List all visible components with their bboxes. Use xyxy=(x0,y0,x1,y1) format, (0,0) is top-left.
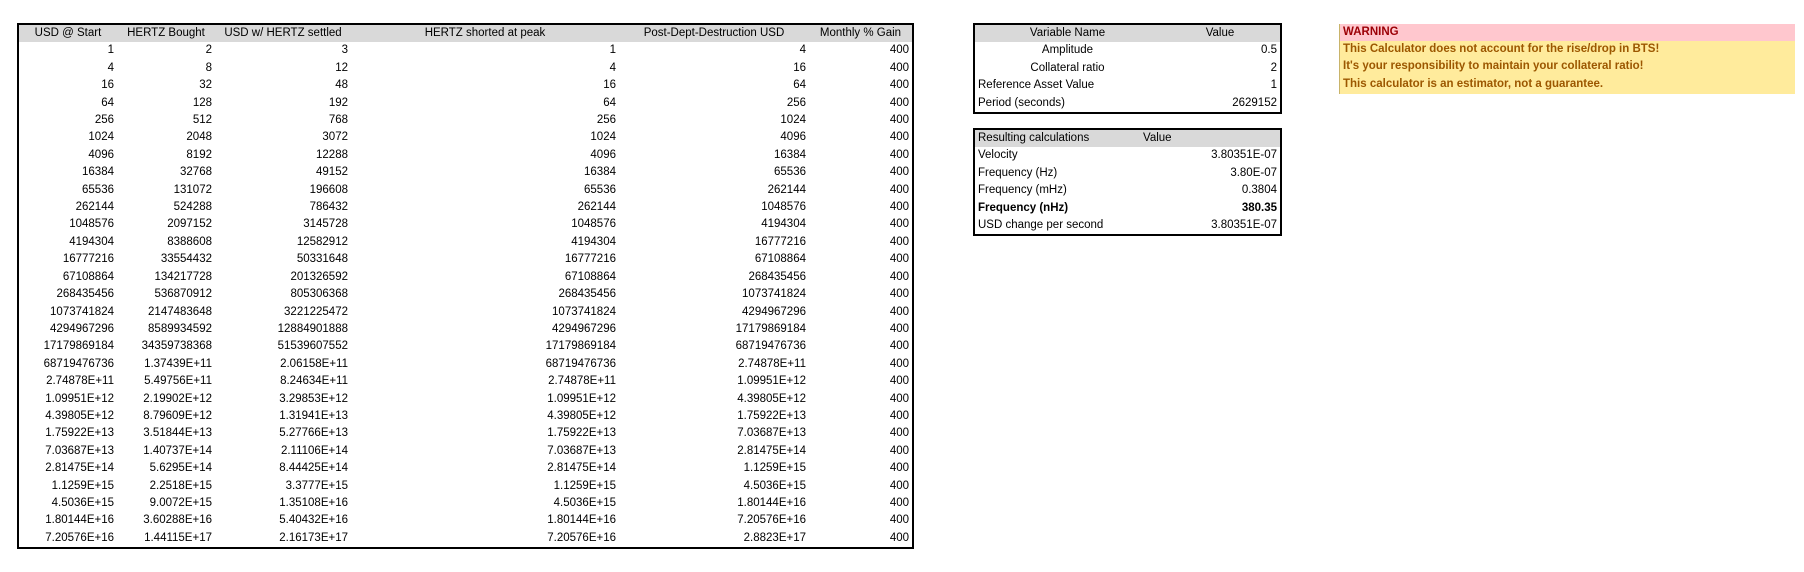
cell-monthly-gain[interactable]: 400 xyxy=(889,322,909,335)
variable-row xyxy=(975,77,1280,94)
cell-hertz-bought[interactable]: 2.19902E+12 xyxy=(143,392,212,405)
cell-post-debt-destruction-usd[interactable]: 4 xyxy=(799,44,806,57)
table-row xyxy=(19,42,912,59)
result-row xyxy=(975,182,1280,199)
cell-usd-at-start[interactable]: 1.1259E+15 xyxy=(51,479,114,492)
table-row xyxy=(19,129,912,146)
cell-usd-with-hertz-settled[interactable]: 3.29853E+12 xyxy=(279,392,348,405)
result-name-cell[interactable]: USD change per second xyxy=(978,219,1104,232)
cell-hertz-shorted-at-peak[interactable]: 1 xyxy=(609,44,616,57)
cell-monthly-gain[interactable]: 400 xyxy=(889,514,909,527)
cell-usd-at-start[interactable]: 2.81475E+14 xyxy=(45,462,114,475)
cell-post-debt-destruction-usd[interactable]: 7.03687E+13 xyxy=(737,427,806,440)
cell-usd-at-start[interactable]: 65536 xyxy=(82,183,114,196)
table-row xyxy=(19,408,912,425)
cell-hertz-bought[interactable]: 33554432 xyxy=(160,253,212,266)
cell-monthly-gain[interactable]: 400 xyxy=(889,235,909,248)
growth-table-header-row xyxy=(19,25,912,42)
table-row xyxy=(19,460,912,477)
cell-hertz-bought[interactable]: 8388608 xyxy=(167,235,212,248)
cell-usd-with-hertz-settled[interactable]: 2.11106E+14 xyxy=(280,444,348,457)
warning-line-collateral[interactable]: It's your responsibility to maintain your collateral ratio! xyxy=(1343,60,1644,73)
cell-usd-at-start[interactable]: 16777216 xyxy=(62,253,114,266)
cell-monthly-gain[interactable]: 400 xyxy=(889,340,909,353)
cell-usd-with-hertz-settled[interactable]: 5.40432E+16 xyxy=(279,514,348,527)
cell-post-debt-destruction-usd[interactable]: 16777216 xyxy=(754,235,806,248)
cell-hertz-shorted-at-peak[interactable]: 7.20576E+16 xyxy=(547,531,616,544)
cell-usd-with-hertz-settled[interactable]: 3072 xyxy=(322,131,348,144)
cell-usd-with-hertz-settled[interactable]: 12582912 xyxy=(296,235,348,248)
header-hertz-bought[interactable]: HERTZ Bought xyxy=(117,25,215,42)
result-value-cell[interactable]: 3.80E-07 xyxy=(1230,166,1277,179)
cell-usd-with-hertz-settled[interactable]: 12288 xyxy=(316,148,348,161)
cell-usd-at-start[interactable]: 17179869184 xyxy=(43,340,114,353)
cell-post-debt-destruction-usd[interactable]: 1024 xyxy=(780,114,806,127)
table-row xyxy=(19,147,912,164)
variable-row xyxy=(975,42,1280,59)
table-row xyxy=(19,95,912,112)
cell-post-debt-destruction-usd[interactable]: 65536 xyxy=(774,166,806,179)
cell-usd-with-hertz-settled[interactable]: 12 xyxy=(335,61,348,74)
cell-hertz-shorted-at-peak[interactable]: 64 xyxy=(603,96,616,109)
cell-post-debt-destruction-usd[interactable]: 17179869184 xyxy=(735,322,806,335)
cell-hertz-bought[interactable]: 34359738368 xyxy=(141,340,212,353)
result-value-cell[interactable]: 3.80351E-07 xyxy=(1211,219,1277,232)
cell-hertz-shorted-at-peak[interactable]: 1048576 xyxy=(571,218,616,231)
cell-usd-with-hertz-settled[interactable]: 2.16173E+17 xyxy=(279,531,348,544)
cell-usd-at-start[interactable]: 4.5036E+15 xyxy=(51,496,114,509)
cell-hertz-bought[interactable]: 131072 xyxy=(173,183,212,196)
cell-usd-at-start[interactable]: 268435456 xyxy=(56,288,114,301)
header-hertz-shorted-at-peak[interactable]: HERTZ shorted at peak xyxy=(351,25,619,42)
cell-monthly-gain[interactable]: 400 xyxy=(889,218,909,231)
cell-post-debt-destruction-usd[interactable]: 4194304 xyxy=(761,218,806,231)
cell-hertz-shorted-at-peak[interactable]: 1.09951E+12 xyxy=(547,392,616,405)
cell-post-debt-destruction-usd[interactable]: 16 xyxy=(793,61,806,74)
cell-monthly-gain[interactable]: 400 xyxy=(889,96,909,109)
cell-monthly-gain[interactable]: 400 xyxy=(889,392,909,405)
result-row xyxy=(975,217,1280,234)
table-row xyxy=(19,182,912,199)
cell-post-debt-destruction-usd[interactable]: 268435456 xyxy=(748,270,806,283)
cell-usd-at-start[interactable]: 1.80144E+16 xyxy=(45,514,114,527)
cell-post-debt-destruction-usd[interactable]: 2.8823E+17 xyxy=(743,531,806,544)
cell-hertz-shorted-at-peak[interactable]: 1.75922E+13 xyxy=(547,427,616,440)
header-usd-at-start[interactable]: USD @ Start xyxy=(19,25,117,42)
cell-usd-with-hertz-settled[interactable]: 51539607552 xyxy=(277,340,348,353)
cell-monthly-gain[interactable]: 400 xyxy=(889,270,909,283)
cell-hertz-shorted-at-peak[interactable]: 16777216 xyxy=(564,253,616,266)
cell-usd-at-start[interactable]: 4.39805E+12 xyxy=(45,409,114,422)
variable-name-cell[interactable]: Reference Asset Value xyxy=(978,79,1095,92)
variable-row xyxy=(975,95,1280,112)
table-row xyxy=(19,530,912,547)
cell-usd-with-hertz-settled[interactable]: 3145728 xyxy=(303,218,348,231)
cell-hertz-shorted-at-peak[interactable]: 2.81475E+14 xyxy=(547,462,616,475)
cell-usd-at-start[interactable]: 64 xyxy=(101,96,114,109)
cell-usd-with-hertz-settled[interactable]: 786432 xyxy=(309,201,348,214)
cell-hertz-bought[interactable]: 1.37439E+11 xyxy=(144,357,212,370)
cell-hertz-shorted-at-peak[interactable]: 1073741824 xyxy=(552,305,616,318)
growth-table xyxy=(17,23,914,549)
cell-usd-with-hertz-settled[interactable]: 192 xyxy=(328,96,348,109)
cell-post-debt-destruction-usd[interactable]: 16384 xyxy=(774,148,806,161)
cell-usd-at-start[interactable]: 67108864 xyxy=(62,270,114,283)
cell-hertz-shorted-at-peak[interactable]: 4294967296 xyxy=(552,322,616,335)
table-row xyxy=(19,425,912,442)
cell-monthly-gain[interactable]: 400 xyxy=(889,201,909,214)
table-row xyxy=(19,199,912,216)
cell-hertz-shorted-at-peak[interactable]: 65536 xyxy=(584,183,616,196)
cell-usd-at-start[interactable]: 4194304 xyxy=(69,235,114,248)
cell-usd-at-start[interactable]: 256 xyxy=(94,114,114,127)
cell-post-debt-destruction-usd[interactable]: 2.81475E+14 xyxy=(737,444,806,457)
cell-usd-with-hertz-settled[interactable]: 3221225472 xyxy=(284,305,348,318)
result-value-cell[interactable]: 380.35 xyxy=(1241,201,1277,214)
cell-hertz-shorted-at-peak[interactable]: 1024 xyxy=(590,131,616,144)
cell-hertz-shorted-at-peak[interactable]: 16384 xyxy=(584,166,616,179)
cell-post-debt-destruction-usd[interactable]: 7.20576E+16 xyxy=(737,514,806,527)
table-row xyxy=(19,443,912,460)
cell-usd-with-hertz-settled[interactable]: 3.3777E+15 xyxy=(285,479,348,492)
cell-hertz-bought[interactable]: 32768 xyxy=(180,166,212,179)
cell-monthly-gain[interactable]: 400 xyxy=(889,288,909,301)
table-row xyxy=(19,286,912,303)
cell-hertz-shorted-at-peak[interactable]: 4.39805E+12 xyxy=(547,409,616,422)
result-name-cell[interactable]: Frequency (mHz) xyxy=(978,184,1067,197)
result-row xyxy=(975,147,1280,164)
variable-value-cell[interactable]: 1 xyxy=(1270,79,1277,92)
header-monthly-gain[interactable]: Monthly % Gain xyxy=(809,25,912,42)
warning-title[interactable]: WARNING xyxy=(1340,24,1795,41)
cell-usd-at-start[interactable]: 16 xyxy=(101,79,114,92)
table-row xyxy=(19,251,912,268)
cell-monthly-gain[interactable]: 400 xyxy=(889,444,909,457)
cell-hertz-bought[interactable]: 5.49756E+11 xyxy=(144,375,212,388)
cell-monthly-gain[interactable]: 400 xyxy=(889,79,909,92)
cell-monthly-gain[interactable]: 400 xyxy=(889,305,909,318)
cell-post-debt-destruction-usd[interactable]: 1073741824 xyxy=(742,288,806,301)
variable-value-cell[interactable]: 2629152 xyxy=(1232,96,1277,109)
cell-usd-with-hertz-settled[interactable]: 50331648 xyxy=(296,253,348,266)
cell-monthly-gain[interactable]: 400 xyxy=(889,409,909,422)
table-row xyxy=(19,164,912,181)
variables-header-name[interactable]: Variable Name xyxy=(975,25,1160,42)
cell-usd-with-hertz-settled[interactable]: 1.35108E+16 xyxy=(279,496,348,509)
cell-hertz-bought[interactable]: 9.0072E+15 xyxy=(149,496,212,509)
warning-box xyxy=(1339,24,1795,94)
cell-usd-with-hertz-settled[interactable]: 12884901888 xyxy=(277,322,348,335)
table-row xyxy=(19,391,912,408)
cell-usd-with-hertz-settled[interactable]: 1.31941E+13 xyxy=(279,409,348,422)
cell-hertz-shorted-at-peak[interactable]: 2.74878E+11 xyxy=(548,375,616,388)
warning-line-estimator[interactable]: This calculator is an estimator, not a guarantee. xyxy=(1343,77,1604,90)
cell-hertz-bought[interactable]: 1.40737E+14 xyxy=(143,444,212,457)
warning-line-bts[interactable]: This Calculator does not account for the rise/drop in BTS! xyxy=(1343,43,1660,55)
cell-hertz-bought[interactable]: 8 xyxy=(205,61,212,74)
cell-usd-at-start[interactable]: 1.09951E+12 xyxy=(45,392,114,405)
cell-monthly-gain[interactable]: 400 xyxy=(889,531,909,544)
cell-usd-at-start[interactable]: 1.75922E+13 xyxy=(45,427,114,440)
cell-hertz-bought[interactable]: 32 xyxy=(199,79,212,92)
cell-usd-at-start[interactable]: 1024 xyxy=(88,131,114,144)
cell-hertz-bought[interactable]: 8589934592 xyxy=(148,322,212,335)
cell-usd-with-hertz-settled[interactable]: 196608 xyxy=(309,183,348,196)
cell-usd-with-hertz-settled[interactable]: 8.24634E+11 xyxy=(280,375,348,388)
growth-table-body xyxy=(19,42,912,547)
cell-monthly-gain[interactable]: 400 xyxy=(889,131,909,144)
cell-post-debt-destruction-usd[interactable]: 64 xyxy=(793,79,806,92)
cell-hertz-bought[interactable]: 8192 xyxy=(186,148,212,161)
cell-hertz-bought[interactable]: 128 xyxy=(192,96,212,109)
table-row xyxy=(19,60,912,77)
variables-header-row xyxy=(975,25,1280,42)
variables-table xyxy=(973,23,1282,114)
cell-post-debt-destruction-usd[interactable]: 67108864 xyxy=(754,253,806,266)
cell-post-debt-destruction-usd[interactable]: 4096 xyxy=(780,131,806,144)
cell-usd-at-start[interactable]: 2.74878E+11 xyxy=(46,375,114,388)
cell-monthly-gain[interactable]: 400 xyxy=(889,479,909,492)
cell-post-debt-destruction-usd[interactable]: 4294967296 xyxy=(742,305,806,318)
header-post-debt-destruction-usd[interactable]: Post-Dept-Destruction USD xyxy=(619,25,809,42)
cell-hertz-shorted-at-peak[interactable]: 67108864 xyxy=(564,270,616,283)
cell-monthly-gain[interactable]: 400 xyxy=(889,496,909,509)
results-header-value[interactable]: Value xyxy=(1140,130,1280,147)
table-row xyxy=(19,495,912,512)
table-row xyxy=(19,112,912,129)
cell-hertz-shorted-at-peak[interactable]: 16 xyxy=(603,79,616,92)
cell-monthly-gain[interactable]: 400 xyxy=(889,375,909,388)
cell-post-debt-destruction-usd[interactable]: 1.75922E+13 xyxy=(737,409,806,422)
table-row xyxy=(19,478,912,495)
cell-monthly-gain[interactable]: 400 xyxy=(889,427,909,440)
cell-usd-at-start[interactable]: 7.03687E+13 xyxy=(45,444,114,457)
cell-usd-at-start[interactable]: 1048576 xyxy=(69,218,114,231)
cell-hertz-shorted-at-peak[interactable]: 268435456 xyxy=(558,288,616,301)
cell-hertz-bought[interactable]: 2147483648 xyxy=(148,305,212,318)
result-name-cell[interactable]: Frequency (nHz) xyxy=(978,201,1069,214)
cell-monthly-gain[interactable]: 400 xyxy=(889,61,909,74)
variable-value-cell[interactable]: 2 xyxy=(1270,61,1277,74)
cell-post-debt-destruction-usd[interactable]: 4.39805E+12 xyxy=(737,392,806,405)
table-row xyxy=(19,77,912,94)
cell-hertz-shorted-at-peak[interactable]: 7.03687E+13 xyxy=(547,444,616,457)
cell-hertz-bought[interactable]: 5.6295E+14 xyxy=(149,462,212,475)
variable-name-cell[interactable]: Period (seconds) xyxy=(978,96,1065,109)
results-table-body xyxy=(975,147,1280,234)
variable-name-cell[interactable]: Amplitude xyxy=(1041,44,1094,57)
cell-usd-with-hertz-settled[interactable]: 5.27766E+13 xyxy=(279,427,348,440)
cell-monthly-gain[interactable]: 400 xyxy=(889,183,909,196)
cell-hertz-shorted-at-peak[interactable]: 1.80144E+16 xyxy=(547,514,616,527)
variable-value-cell[interactable]: 0.5 xyxy=(1261,44,1277,57)
cell-hertz-shorted-at-peak[interactable]: 256 xyxy=(596,114,616,127)
table-row xyxy=(19,269,912,286)
cell-hertz-bought[interactable]: 2.2518E+15 xyxy=(149,479,212,492)
cell-post-debt-destruction-usd[interactable]: 4.5036E+15 xyxy=(743,479,806,492)
results-table xyxy=(973,128,1282,236)
cell-hertz-bought[interactable]: 512 xyxy=(192,114,212,127)
cell-monthly-gain[interactable]: 400 xyxy=(889,253,909,266)
cell-hertz-shorted-at-peak[interactable]: 4 xyxy=(609,61,616,74)
cell-usd-at-start[interactable]: 1 xyxy=(107,44,114,57)
table-row xyxy=(19,304,912,321)
cell-usd-at-start[interactable]: 262144 xyxy=(75,201,114,214)
cell-post-debt-destruction-usd[interactable]: 1.80144E+16 xyxy=(737,496,806,509)
variable-name-cell[interactable]: Collateral ratio xyxy=(1030,61,1105,74)
table-row xyxy=(19,216,912,233)
cell-hertz-shorted-at-peak[interactable]: 68719476736 xyxy=(545,357,616,370)
cell-hertz-bought[interactable]: 8.79609E+12 xyxy=(143,409,212,422)
cell-hertz-shorted-at-peak[interactable]: 262144 xyxy=(577,201,616,214)
table-row xyxy=(19,321,912,338)
cell-post-debt-destruction-usd[interactable]: 1.09951E+12 xyxy=(737,375,806,388)
cell-usd-with-hertz-settled[interactable]: 49152 xyxy=(316,166,348,179)
cell-monthly-gain[interactable]: 400 xyxy=(889,166,909,179)
cell-usd-at-start[interactable]: 68719476736 xyxy=(43,357,114,370)
cell-usd-at-start[interactable]: 1073741824 xyxy=(50,305,114,318)
result-row xyxy=(975,200,1280,217)
variables-table-body xyxy=(975,42,1280,112)
cell-hertz-bought[interactable]: 2048 xyxy=(186,131,212,144)
cell-monthly-gain[interactable]: 400 xyxy=(889,148,909,161)
cell-usd-with-hertz-settled[interactable]: 3 xyxy=(341,44,348,57)
variable-row xyxy=(975,60,1280,77)
cell-hertz-bought[interactable]: 134217728 xyxy=(154,270,212,283)
cell-hertz-bought[interactable]: 3.51844E+13 xyxy=(143,427,212,440)
cell-hertz-shorted-at-peak[interactable]: 4.5036E+15 xyxy=(553,496,616,509)
cell-hertz-bought[interactable]: 536870912 xyxy=(154,288,212,301)
cell-hertz-shorted-at-peak[interactable]: 17179869184 xyxy=(545,340,616,353)
cell-post-debt-destruction-usd[interactable]: 68719476736 xyxy=(735,340,806,353)
cell-post-debt-destruction-usd[interactable]: 256 xyxy=(786,96,806,109)
cell-hertz-bought[interactable]: 3.60288E+16 xyxy=(143,514,212,527)
cell-hertz-bought[interactable]: 524288 xyxy=(173,201,212,214)
cell-usd-with-hertz-settled[interactable]: 2.06158E+11 xyxy=(280,357,348,370)
result-value-cell[interactable]: 0.3804 xyxy=(1241,184,1277,197)
cell-monthly-gain[interactable]: 400 xyxy=(889,357,909,370)
cell-usd-at-start[interactable]: 4294967296 xyxy=(50,322,114,335)
cell-usd-at-start[interactable]: 4 xyxy=(107,61,114,74)
cell-usd-with-hertz-settled[interactable]: 805306368 xyxy=(290,288,348,301)
header-usd-with-hertz-settled[interactable]: USD w/ HERTZ settled xyxy=(215,25,351,42)
cell-usd-at-start[interactable]: 16384 xyxy=(82,166,114,179)
cell-hertz-shorted-at-peak[interactable]: 4096 xyxy=(590,148,616,161)
cell-post-debt-destruction-usd[interactable]: 1048576 xyxy=(761,201,806,214)
cell-usd-at-start[interactable]: 7.20576E+16 xyxy=(45,531,114,544)
cell-usd-with-hertz-settled[interactable]: 768 xyxy=(328,114,348,127)
result-name-cell[interactable]: Velocity xyxy=(978,149,1018,162)
cell-hertz-shorted-at-peak[interactable]: 1.1259E+15 xyxy=(553,479,616,492)
variables-header-value[interactable]: Value xyxy=(1160,25,1280,42)
cell-usd-with-hertz-settled[interactable]: 48 xyxy=(335,79,348,92)
cell-hertz-bought[interactable]: 2 xyxy=(205,44,212,57)
result-row xyxy=(975,165,1280,182)
cell-usd-with-hertz-settled[interactable]: 201326592 xyxy=(290,270,348,283)
cell-post-debt-destruction-usd[interactable]: 2.74878E+11 xyxy=(738,357,806,370)
table-row xyxy=(19,356,912,373)
cell-hertz-bought[interactable]: 1.44115E+17 xyxy=(144,531,212,544)
cell-usd-at-start[interactable]: 4096 xyxy=(88,148,114,161)
cell-usd-with-hertz-settled[interactable]: 8.44425E+14 xyxy=(279,462,348,475)
cell-hertz-shorted-at-peak[interactable]: 4194304 xyxy=(571,235,616,248)
cell-post-debt-destruction-usd[interactable]: 262144 xyxy=(767,183,806,196)
result-name-cell[interactable]: Frequency (Hz) xyxy=(978,166,1058,179)
table-row xyxy=(19,338,912,355)
results-header-row xyxy=(975,130,1280,147)
cell-hertz-bought[interactable]: 2097152 xyxy=(167,218,212,231)
table-row xyxy=(19,512,912,529)
table-row xyxy=(19,373,912,390)
cell-monthly-gain[interactable]: 400 xyxy=(889,114,909,127)
cell-monthly-gain[interactable]: 400 xyxy=(889,462,909,475)
table-row xyxy=(19,234,912,251)
cell-monthly-gain[interactable]: 400 xyxy=(889,44,909,57)
results-header-name[interactable]: Resulting calculations xyxy=(975,130,1140,147)
cell-post-debt-destruction-usd[interactable]: 1.1259E+15 xyxy=(743,462,806,475)
result-value-cell[interactable]: 3.80351E-07 xyxy=(1211,149,1277,162)
